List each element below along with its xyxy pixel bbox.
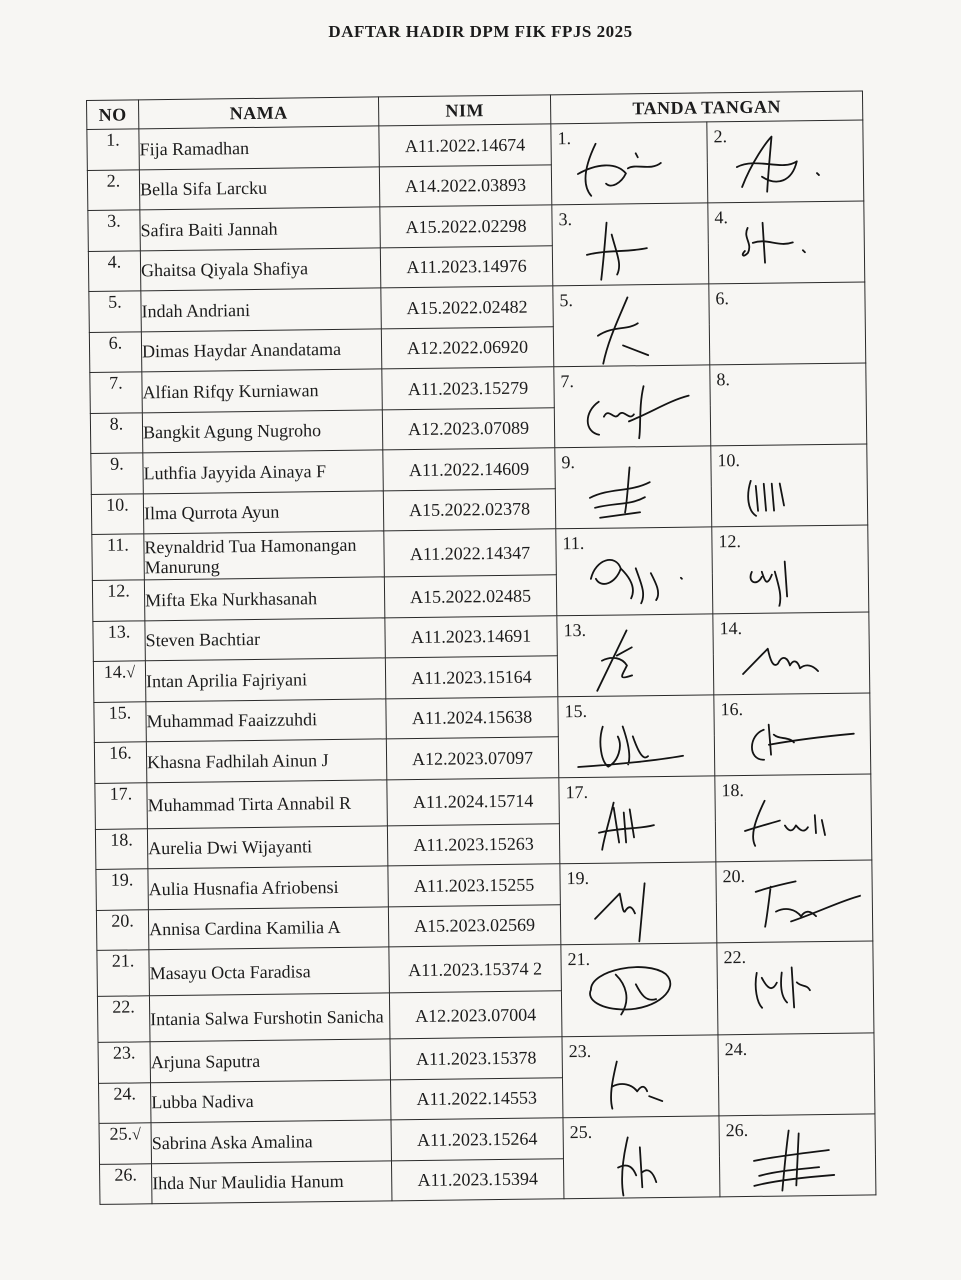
signature-number: 3. xyxy=(558,209,573,230)
handwritten-signature-image xyxy=(721,131,852,203)
handwritten-signature-image xyxy=(725,455,856,527)
student-nim: A14.2022.03893 xyxy=(379,164,551,207)
student-nim: A15.2023.02569 xyxy=(388,904,560,947)
student-name: Reynaldrid Tua Hamonangan Manurung xyxy=(144,531,385,580)
row-number: 23. xyxy=(98,1042,150,1083)
signature-number: 20. xyxy=(722,866,746,887)
signature-cell-20 xyxy=(716,860,873,943)
row-number: 1. xyxy=(87,129,139,170)
student-nim: A11.2023.15374 2 xyxy=(389,945,562,993)
student-nim: A11.2024.15714 xyxy=(387,777,560,825)
row-number: 4. xyxy=(88,250,140,291)
signature-number: 24. xyxy=(724,1038,748,1060)
signature-cell-22 xyxy=(717,941,874,1035)
handwritten-signature-image xyxy=(731,952,862,1024)
row-number: 2. xyxy=(87,169,139,210)
signature-number: 1. xyxy=(557,128,572,149)
table-row xyxy=(93,611,869,661)
row-number: 15. xyxy=(94,701,146,742)
student-name: Aulia Husnafia Afriobensi xyxy=(148,866,388,909)
handwritten-signature-image xyxy=(722,212,853,284)
handwritten-signature-image xyxy=(571,624,702,696)
table-row xyxy=(92,525,869,580)
header-no: NO xyxy=(87,100,139,130)
table-row xyxy=(89,282,865,332)
student-name: Steven Bachtiar xyxy=(145,617,385,660)
signature-cell-2 xyxy=(707,120,864,203)
student-name: Lubba Nadiva xyxy=(151,1079,391,1122)
signature-number: 12. xyxy=(718,531,742,552)
student-nim: A15.2022.02378 xyxy=(383,488,555,531)
table-row xyxy=(87,120,863,170)
signature-cell-13 xyxy=(557,613,714,696)
signature-cell-11 xyxy=(556,527,713,615)
row-number: 10. xyxy=(91,493,143,534)
row-number: 8. xyxy=(90,412,142,453)
signature-cell-7 xyxy=(554,365,711,448)
signature-cell-4 xyxy=(708,201,865,284)
check-mark: √ xyxy=(126,664,136,682)
signature-cell-25 xyxy=(563,1116,720,1199)
signature-number: 14. xyxy=(719,617,743,638)
header-nama: NAMA xyxy=(139,97,379,129)
handwritten-signature-image xyxy=(567,295,698,367)
student-name: Annisa Cardina Kamilia A xyxy=(148,906,388,949)
student-name: Ihda Nur Maulidia Hanum xyxy=(151,1160,391,1203)
student-name: Intan Aprilia Fajriyani xyxy=(145,658,385,701)
row-number xyxy=(93,661,145,702)
student-name: Luthfia Jayyida Ainaya F xyxy=(143,450,383,493)
signature-number: 10. xyxy=(717,450,741,471)
handwritten-signature-image xyxy=(727,622,858,694)
student-nim: A11.2022.14347 xyxy=(384,529,557,577)
student-nim: A15.2022.02298 xyxy=(380,205,552,248)
handwritten-signature-image xyxy=(726,536,857,608)
row-number-text: 25. xyxy=(109,1123,133,1144)
table-row xyxy=(94,692,870,742)
handwritten-signature-image xyxy=(573,786,704,858)
student-nim: A12.2022.06920 xyxy=(381,326,553,369)
student-name: Ghaitsa Qiyala Shafiya xyxy=(140,247,380,290)
handwritten-signature-image xyxy=(578,1126,709,1198)
attendance-rows xyxy=(87,120,876,1204)
signature-number: 26. xyxy=(725,1119,749,1141)
handwritten-signature-image xyxy=(575,953,706,1025)
student-name: Dimas Haydar Anandatama xyxy=(141,328,381,371)
attendance-table xyxy=(86,91,876,1205)
signature-number: 16. xyxy=(720,698,744,719)
signature-number: 7. xyxy=(560,371,575,392)
signature-cell-23 xyxy=(562,1035,719,1118)
table-row xyxy=(98,1033,874,1083)
student-name: Aurelia Dwi Wijayanti xyxy=(147,825,387,868)
signature-cell-19 xyxy=(560,862,717,945)
handwritten-signature-image xyxy=(572,705,703,777)
handwritten-signature-image xyxy=(728,703,859,775)
table-row xyxy=(97,941,874,996)
row-number: 21. xyxy=(97,950,150,997)
signature-cell-14 xyxy=(713,611,870,694)
student-nim: A11.2023.15378 xyxy=(390,1037,562,1080)
signature-number: 8. xyxy=(716,369,731,390)
student-nim: A11.2023.14976 xyxy=(380,245,552,288)
table-row xyxy=(95,773,872,828)
student-nim: A11.2023.15164 xyxy=(385,656,557,699)
row-number: 5. xyxy=(89,291,141,332)
row-number: 17. xyxy=(95,782,148,829)
row-number xyxy=(99,1123,151,1164)
signature-cell-9 xyxy=(555,446,712,529)
student-name: Muhammad Faaizzuhdi xyxy=(146,698,386,741)
page-title: DAFTAR HADIR DPM FIK FPJS 2025 xyxy=(328,22,633,41)
student-name: Safira Baiti Jannah xyxy=(140,207,380,250)
handwritten-signature-image xyxy=(729,784,860,856)
student-name: Fija Ramadhan xyxy=(139,126,379,169)
row-number: 18. xyxy=(95,828,147,869)
row-number: 20. xyxy=(96,909,148,950)
signature-cell-15 xyxy=(558,694,715,777)
handwritten-signature-image xyxy=(734,1125,865,1197)
student-name: Bella Sifa Larcku xyxy=(139,166,379,209)
handwritten-signature-image xyxy=(574,873,705,945)
signature-cell-16 xyxy=(714,692,871,775)
handwritten-signature-image xyxy=(565,133,696,205)
row-number: 12. xyxy=(92,580,144,621)
student-nim: A12.2023.07004 xyxy=(389,991,562,1039)
signature-cell-5 xyxy=(553,284,710,367)
signature-number: 21. xyxy=(567,948,591,970)
signature-cell-6 xyxy=(709,282,866,365)
student-nim: A11.2023.15255 xyxy=(388,864,560,907)
student-name: Arjuna Saputra xyxy=(150,1039,390,1082)
signature-number: 2. xyxy=(713,126,728,147)
signature-number: 11. xyxy=(562,532,585,554)
student-nim: A11.2022.14553 xyxy=(390,1077,562,1120)
row-number: 3. xyxy=(88,210,140,251)
row-number: 7. xyxy=(90,372,142,413)
signature-number: 6. xyxy=(715,288,730,309)
student-name: Ilma Qurrota Ayun xyxy=(143,490,383,533)
row-number: 6. xyxy=(89,331,141,372)
student-name: Masayu Octa Faradisa xyxy=(149,947,390,996)
student-name: Alfian Rifqy Kurniawan xyxy=(142,369,382,412)
signature-cell-17 xyxy=(559,775,716,863)
student-nim: A11.2023.15264 xyxy=(391,1118,563,1161)
row-number: 26. xyxy=(99,1163,151,1204)
signature-number: 15. xyxy=(564,700,588,721)
student-name: Muhammad Tirta Annabil R xyxy=(147,779,388,828)
signature-cell-3 xyxy=(552,203,709,286)
table-row xyxy=(96,860,872,910)
student-nim: A12.2023.07097 xyxy=(386,737,558,780)
signature-number: 5. xyxy=(559,290,574,311)
row-number: 9. xyxy=(91,453,143,494)
student-nim: A11.2022.14674 xyxy=(379,124,551,167)
signature-number: 17. xyxy=(565,781,589,802)
row-number: 16. xyxy=(94,742,146,783)
student-nim: A11.2023.15263 xyxy=(387,823,559,866)
signature-cell-18 xyxy=(715,773,872,861)
student-name: Bangkit Agung Nugroho xyxy=(142,409,382,452)
row-number: 22. xyxy=(97,996,150,1043)
check-mark: √ xyxy=(131,1126,141,1144)
student-name: Indah Andriani xyxy=(141,288,381,331)
student-name: Sabrina Aska Amalina xyxy=(151,1120,391,1163)
handwritten-signature-image xyxy=(568,376,699,448)
header-nim: NIM xyxy=(378,95,550,126)
signature-cell-10 xyxy=(711,444,868,527)
student-nim: A15.2022.02482 xyxy=(381,286,553,329)
signature-number: 9. xyxy=(561,452,576,473)
signature-number: 25. xyxy=(569,1121,593,1143)
student-nim: A11.2023.14691 xyxy=(385,615,557,658)
student-nim: A11.2023.15394 xyxy=(391,1158,563,1201)
student-nim: A11.2022.14609 xyxy=(383,448,555,491)
handwritten-signature-image xyxy=(577,1045,708,1117)
student-nim: A11.2024.15638 xyxy=(386,696,558,739)
signature-number: 19. xyxy=(566,867,590,889)
handwritten-signature-image xyxy=(730,871,861,943)
table-row xyxy=(88,201,864,251)
signature-cell-8 xyxy=(710,363,867,446)
student-name: Intania Salwa Furshotin Sanicha xyxy=(149,993,390,1042)
row-number: 11. xyxy=(92,534,145,581)
table-row xyxy=(91,444,867,494)
signature-number: 22. xyxy=(723,947,747,968)
table-row xyxy=(90,363,866,413)
student-nim: A12.2023.07089 xyxy=(382,407,554,450)
student-nim: A15.2022.02485 xyxy=(384,575,556,618)
table-row xyxy=(99,1114,875,1164)
signature-cell-24 xyxy=(718,1033,875,1116)
signature-number: 13. xyxy=(563,619,587,640)
signature-number: 4. xyxy=(714,207,729,228)
handwritten-signature-image xyxy=(566,214,697,286)
student-name: Mifta Eka Nurkhasanah xyxy=(144,577,384,620)
signature-cell-12 xyxy=(712,525,869,613)
header-tanda-tangan: TANDA TANGAN xyxy=(550,91,862,124)
signature-cell-21 xyxy=(561,943,718,1037)
signature-number: 18. xyxy=(721,779,745,800)
handwritten-signature-image xyxy=(569,457,700,529)
signature-cell-1 xyxy=(551,122,708,205)
row-number: 13. xyxy=(93,620,145,661)
signature-number: 23. xyxy=(568,1040,592,1062)
row-number: 24. xyxy=(99,1082,151,1123)
student-name: Khasna Fadhilah Ainun J xyxy=(146,739,386,782)
handwritten-signature-image xyxy=(570,538,701,610)
signature-cell-26 xyxy=(719,1114,876,1197)
student-nim: A11.2023.15279 xyxy=(382,367,554,410)
row-number-text: 14. xyxy=(103,661,127,682)
row-number: 19. xyxy=(96,869,148,910)
